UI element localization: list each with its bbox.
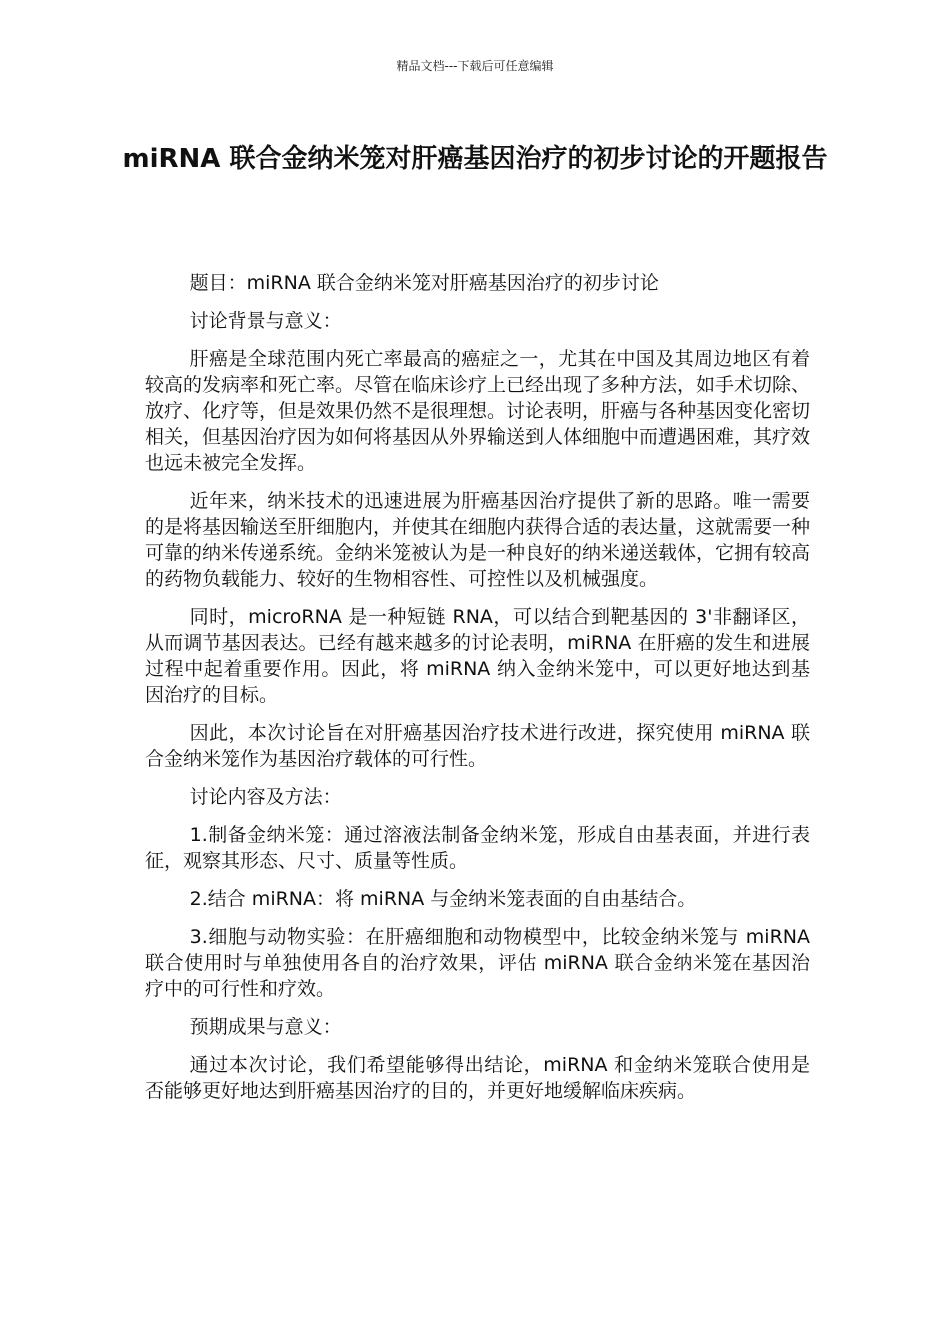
paragraph-outcomes: 通过本次讨论，我们希望能够得出结论，miRNA 和金纳米笼联合使用是否能够更好地达到肝癌基因治疗的目的，并更好地缓解临床疾病。 <box>145 1054 810 1102</box>
paragraph-method-3: 3.细胞与动物实验：在肝癌细胞和动物模型中，比较金纳米笼与 miRNA 联合使用时与单独使用各自的治疗效果，评估 miRNA 联合金纳米笼在基因治疗中的可行性和疗效。 <box>145 926 810 1000</box>
paragraph-topic: 题目：miRNA 联合金纳米笼对肝癌基因治疗的初步讨论 <box>189 272 659 294</box>
header-note: 精品文档---下载后可任意编辑 <box>396 59 554 73</box>
paragraph-background-3: 同时，microRNA 是一种短链 RNA，可以结合到靶基因的 3'非翻译区，从而调节基因表达。已经有越来越多的讨论表明，miRNA 在肝癌的发生和进展过程中起着重要作用。因此，将 miRNA 纳入金纳米笼中，可以更好地达到基因治疗的目标。 <box>145 606 810 706</box>
heading-outcomes: 预期成果与意义： <box>189 1016 342 1038</box>
paragraph-method-2: 2.结合 miRNA：将 miRNA 与金纳米笼表面的自由基结合。 <box>189 888 697 910</box>
paragraph-method-1: 1.制备金纳米笼：通过溶液法制备金纳米笼，形成自由基表面，并进行表征，观察其形态、尺寸、质量等性质。 <box>145 824 810 872</box>
paragraph-background-1: 肝癌是全球范围内死亡率最高的癌症之一，尤其在中国及其周边地区有着较高的发病率和死亡率。尽管在临床诊疗上已经出现了多种方法，如手术切除、放疗、化疗等，但是效果仍然不是很理想。讨论表明，肝癌与各种基因变化密切相关，但基因治疗因为如何将基因从外界输送到人体细胞中而遭遇困难，其疗效也远未被完全发挥。 <box>145 348 811 474</box>
paragraph-background-4: 因此，本次讨论旨在对肝癌基因治疗技术进行改进，探究使用 miRNA 联合金纳米笼作为基因治疗载体的可行性。 <box>145 722 810 770</box>
heading-methods: 讨论内容及方法： <box>189 786 342 808</box>
paragraph-background-2: 近年来，纳米技术的迅速进展为肝癌基因治疗提供了新的思路。唯一需要的是将基因输送至肝细胞内，并使其在细胞内获得合适的表达量，这就需要一种可靠的纳米传递系统。金纳米笼被认为是一种良好的纳米递送载体，它拥有较高的药物负载能力、较好的生物相容性、可控性以及机械强度。 <box>145 490 811 590</box>
heading-background: 讨论背景与意义： <box>189 310 342 332</box>
document-title: miRNA 联合金纳米笼对肝癌基因治疗的初步讨论的开题报告 <box>122 144 828 174</box>
document-body <box>145 270 810 1116</box>
